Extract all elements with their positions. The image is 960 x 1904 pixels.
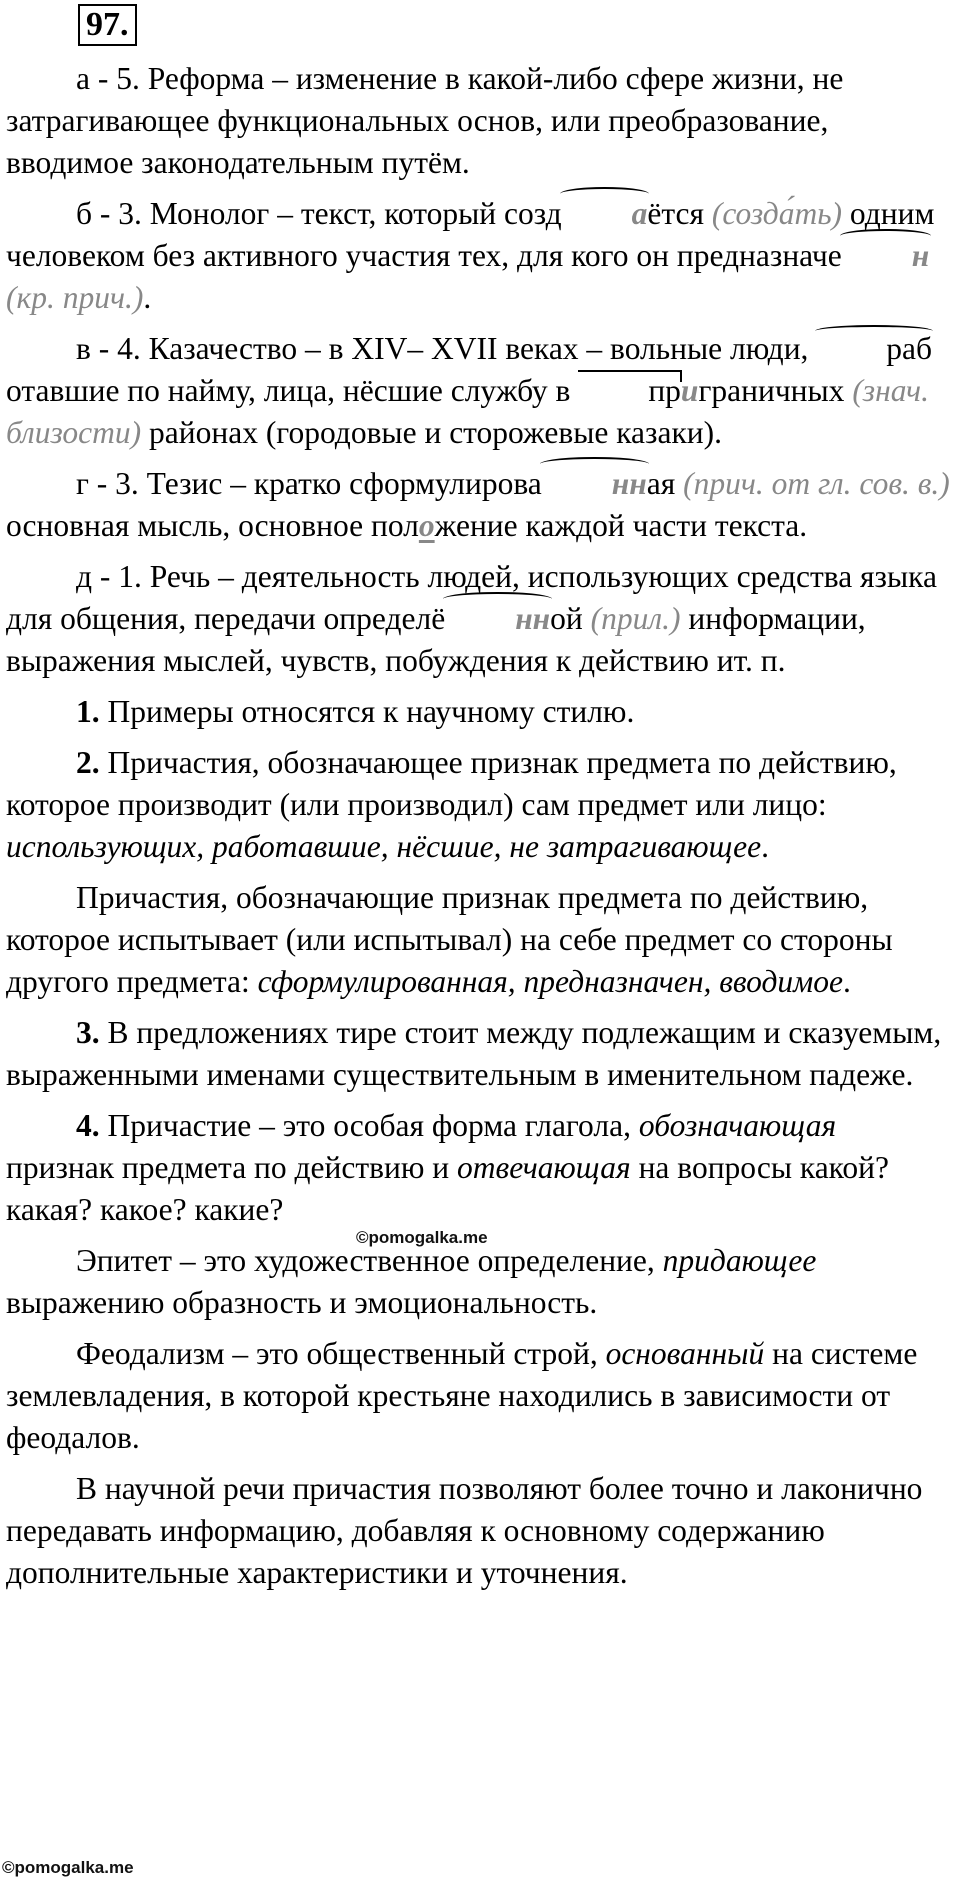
marked-vowel: а [562, 193, 648, 235]
answer-4-conclusion: В научной речи причастия позволяют более точно и лаконично передавать информацию, добавляя к основному содержанию дополнительные характеристики и уточнения. [6, 1471, 923, 1590]
answer-4-epithet: Эпитет – это художественное определение, придающее выражению образность и эмоциональность. [6, 1243, 817, 1320]
paragraph-b: б - 3. Монолог – текст, который созд аётся (созда́ть) одним человеком без активного участия тех, для кого он предназначе н (кр. прич.). [6, 193, 952, 319]
answer-text [6, 58, 952, 1603]
note: (прил.) [590, 601, 681, 636]
answer-4: 4. Причастие – это особая форма глагола, обозначающая признак предмета по действию и отвечающая на вопросы какой? какая? какое? какие? [6, 1108, 889, 1227]
answer-3: 3. В предложениях тире стоит между подлежащим и сказуемым, выраженными именами существительным в именительном падеже. [6, 1015, 942, 1092]
answer-1: 1. Примеры относятся к научному стилю. [76, 694, 635, 729]
marked-vowel: и [680, 373, 699, 408]
note: (кр. прич.) [6, 280, 144, 315]
note: (знач. близости) [6, 373, 929, 450]
marked-suffix: нн [445, 598, 550, 640]
paragraph-a: а - 5. Реформа – изменение в какой-либо сфере жизни, не затрагивающее функциональных основ, или преобразование, вводимое законодательным путём. [6, 61, 844, 180]
marked-suffix: н [842, 235, 930, 277]
answer-2-continued: Причастия, обозначающие признак предмета по действию, которое испытывает (или испытывал) на себе предмет со стороны другого предмета: сформулированная, предназначен, вводимое. [6, 880, 893, 999]
paragraph-g: г - 3. Тезис – кратко сформулирова нная (прич. от гл. сов. в.) основная мысль, основное положение каждой части текста. [6, 463, 952, 547]
exercise-number: 97. [78, 4, 137, 46]
watermark: ©pomogalka.me [2, 1858, 134, 1877]
paragraph-v: в - 4. Казачество – в XIV– XVII веках – вольные люди, работавшие по найму, лица, нёсшие службу в приграничных (знач. близости) районах (городовые и сторожевые казаки). [6, 328, 952, 454]
marked-root: раб [816, 328, 932, 370]
note: (созда́ть) [711, 196, 843, 231]
answer-2: 2. Причастия, обозначающее признак предмета по действию, которое производит (или производил) сам предмет или лицо: использующих, работавшие, нёсшие, не затрагивающее. [6, 745, 897, 864]
note: (прич. от гл. сов. в.) [683, 466, 950, 501]
marked-prefix: пр [578, 370, 681, 412]
watermark: ©pomogalka.me [356, 1228, 488, 1247]
marked-vowel: о [418, 508, 435, 543]
answer-4-feudalism: Феодализм – это общественный строй, основанный на системе землевладения, в которой крестьяне находились в зависимости от феодалов. [6, 1336, 918, 1455]
paragraph-d: д - 1. Речь – деятельность людей, использующих средства языка для общения, передачи определё нной (прил.) информации, выражения мыслей, чувств, побуждения к действию ит. п. [6, 559, 937, 678]
marked-suffix: нн [542, 463, 647, 505]
